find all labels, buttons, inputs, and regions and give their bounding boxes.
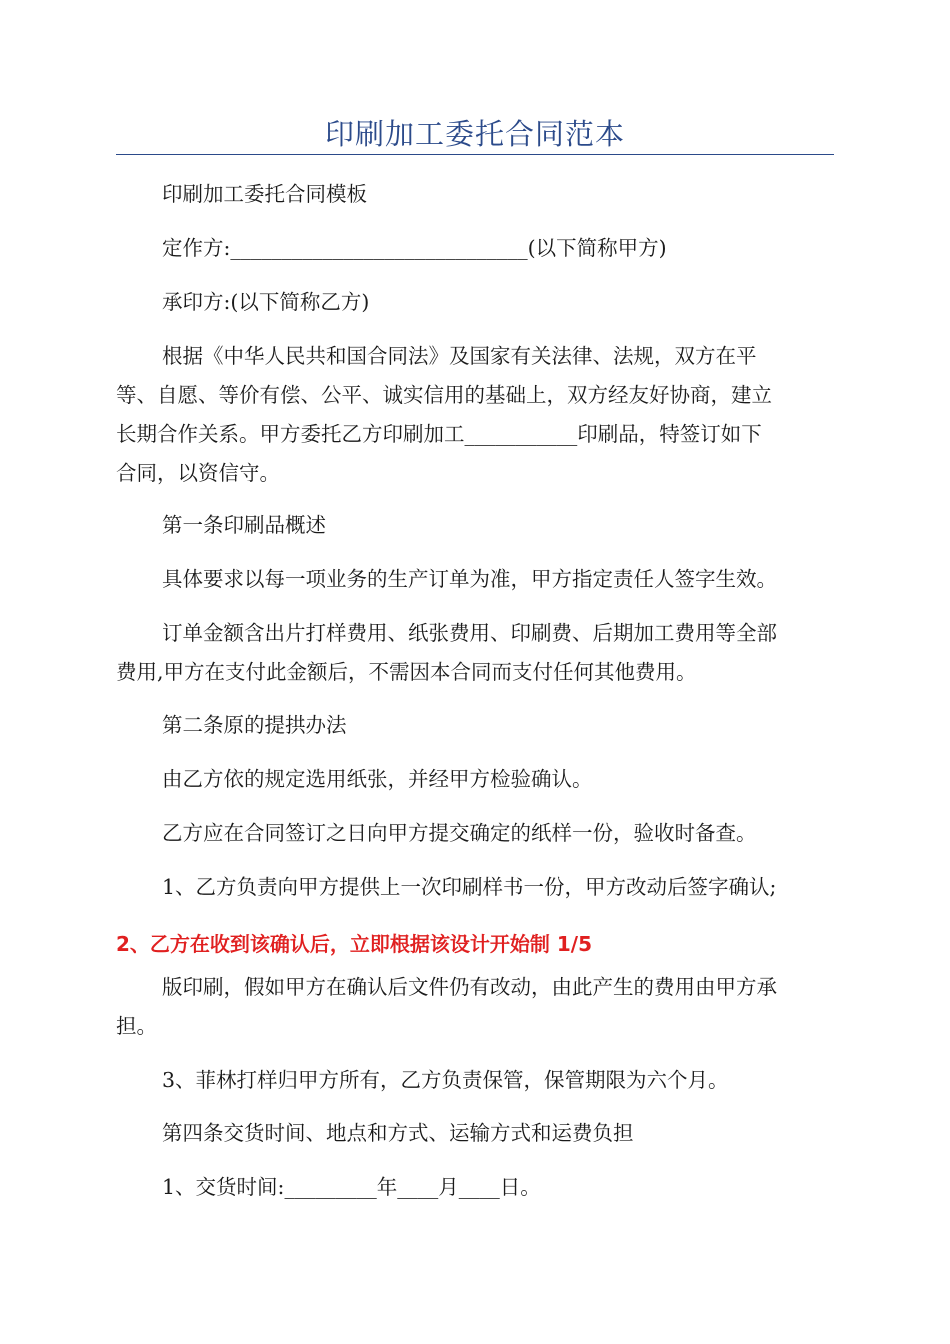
subtitle-line: 印刷加工委托合同模板 <box>162 182 367 206</box>
preamble-line-3: 长期合作关系。甲方委托乙方印刷加工___________印刷品，特签订如下 <box>116 422 762 446</box>
article-2-item-1: 1、乙方负责向甲方提供上一次印刷样书一份，甲方改动后签字确认; <box>162 875 777 899</box>
title-divider <box>116 154 834 155</box>
article-1-heading: 第一条印刷品概述 <box>162 513 326 537</box>
article-1-line-2: 订单金额含出片打样费用、纸张费用、印刷费、后期加工费用等全部 <box>162 621 777 645</box>
article-2-line-2: 乙方应在合同签订之日向甲方提交确定的纸样一份，验收时备查。 <box>162 821 757 845</box>
preamble-line-1: 根据《中华人民共和国合同法》及国家有关法律、法规，双方在平 <box>162 344 757 368</box>
article-1-line-3: 费用,甲方在支付此金额后，不需因本合同而支付任何其他费用。 <box>116 660 697 684</box>
preamble-line-2: 等、自愿、等价有偿、公平、诚实信用的基础上，双方经友好协商，建立 <box>116 383 772 407</box>
article-2-line-1: 由乙方依的规定选用纸张，并经甲方检验确认。 <box>162 767 593 791</box>
page-marker-line: 2、乙方在收到该确认后，立即根据该设计开始制 1/5 <box>116 932 593 956</box>
article-2-item-3: 3、菲林打样归甲方所有，乙方负责保管，保管期限为六个月。 <box>162 1068 729 1092</box>
preamble-line-4: 合同，以资信守。 <box>116 461 280 485</box>
article-2-item-2-line-2: 担。 <box>116 1014 157 1038</box>
document-title: 印刷加工委托合同范本 <box>324 117 625 151</box>
article-4-item-1: 1、交货时间:_________年____月____日。 <box>162 1175 541 1199</box>
party-b-line: 承印方:(以下简称乙方) <box>162 290 370 314</box>
article-2-heading: 第二条原的提拱办法 <box>162 713 347 737</box>
party-a-line: 定作方:_____________________________(以下简称甲方) <box>162 236 667 260</box>
article-4-heading: 第四条交货时间、地点和方式、运输方式和运费负担 <box>162 1121 634 1145</box>
article-2-item-2-line-1: 版印刷，假如甲方在确认后文件仍有改动，由此产生的费用由甲方承 <box>162 975 777 999</box>
article-1-line-1: 具体要求以每一项业务的生产订单为准，甲方指定责任人签字生效。 <box>162 567 777 591</box>
